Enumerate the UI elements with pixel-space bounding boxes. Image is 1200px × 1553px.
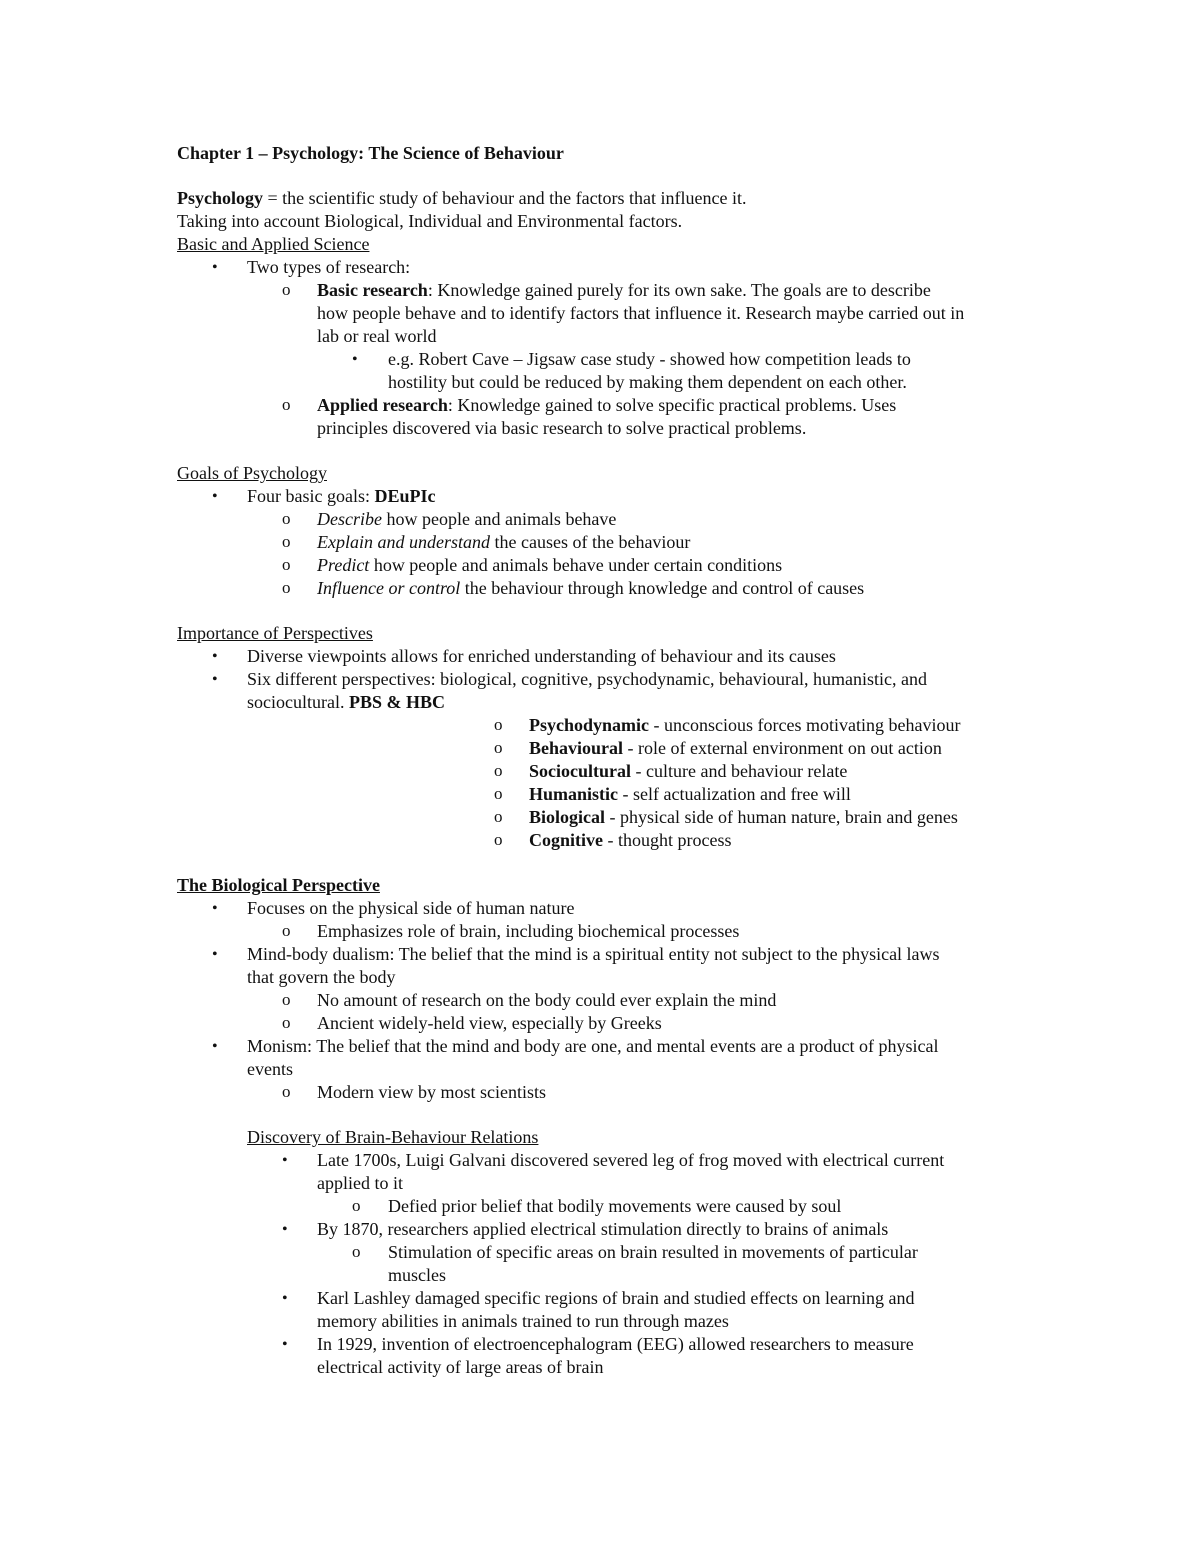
list-item: Modern view by most scientists <box>317 1082 546 1102</box>
list-item: Two types of research: <box>247 257 411 277</box>
bullet-marker: • <box>212 946 218 963</box>
sub-bullet-marker: o <box>282 509 291 528</box>
bullet-marker: • <box>212 648 218 665</box>
list-item: No amount of research on the body could ever explain the mind <box>317 990 777 1010</box>
list-item: Focuses on the physical side of human nature <box>247 898 575 918</box>
sub-bullet-marker: o <box>282 1082 291 1101</box>
list-item: Psychodynamic - unconscious forces motivating behaviour <box>529 715 961 735</box>
bullet-marker: • <box>212 488 218 505</box>
list-item: Predict how people and animals behave under certain conditions <box>317 555 783 575</box>
list-item: Monism: The belief that the mind and body are one, and mental events are a product of physical <box>247 1036 939 1056</box>
list-item: Humanistic - self actualization and free will <box>529 784 851 804</box>
list-item-continuation: principles discovered via basic research to solve practical problems. <box>317 418 807 438</box>
bullet-marker: • <box>352 351 358 368</box>
definition-term: Psychology <box>177 188 264 208</box>
list-item-continuation: events <box>247 1059 293 1079</box>
list-item: Biological - physical side of human nature, brain and genes <box>529 807 958 827</box>
list-item-continuation: lab or real world <box>317 326 437 346</box>
sub-bullet-marker: o <box>282 990 291 1009</box>
sub-bullet-marker: o <box>352 1242 361 1261</box>
list-item: Applied research: Knowledge gained to solve specific practical problems. Uses <box>317 395 897 415</box>
bullet-marker: • <box>282 1336 288 1353</box>
list-item: Four basic goals: DEuPIc <box>247 486 436 506</box>
list-item-continuation: muscles <box>388 1265 446 1285</box>
list-item-continuation: how people behave and to identify factors that influence it. Research maybe carried out in <box>317 303 965 323</box>
sub-bullet-marker: o <box>494 830 503 849</box>
perspectives-acronym: PBS & HBC <box>348 692 445 712</box>
sub-bullet-marker: o <box>282 555 291 574</box>
psychology-definition: Psychology = the scientific study of behaviour and the factors that influence it. <box>177 188 747 208</box>
list-item: e.g. Robert Cave – Jigsaw case study - showed how competition leads to <box>388 349 911 369</box>
section-heading-perspectives: Importance of Perspectives <box>177 623 373 643</box>
applied-research-term: Applied research <box>317 395 448 415</box>
intro-line: Taking into account Biological, Individual and Environmental factors. <box>177 211 683 231</box>
sub-bullet-marker: o <box>282 578 291 597</box>
list-item-continuation: applied to it <box>317 1173 403 1193</box>
list-item: Late 1700s, Luigi Galvani discovered severed leg of frog moved with electrical current <box>317 1150 945 1170</box>
list-item: Basic research: Knowledge gained purely for its own sake. The goals are to describe <box>317 280 931 300</box>
list-item: Six different perspectives: biological, cognitive, psychodynamic, behavioural, humanistic, and <box>247 669 927 689</box>
sub-bullet-marker: o <box>494 738 503 757</box>
list-item: Describe how people and animals behave <box>317 509 617 529</box>
sub-bullet-marker: o <box>352 1196 361 1215</box>
list-item: Karl Lashley damaged specific regions of brain and studied effects on learning and <box>317 1288 915 1308</box>
bullet-marker: • <box>212 259 218 276</box>
page-title: Chapter 1 – Psychology: The Science of Behaviour <box>177 143 564 163</box>
list-item-continuation: electrical activity of large areas of brain <box>317 1357 604 1377</box>
list-item-continuation: memory abilities in animals trained to run through mazes <box>317 1311 729 1331</box>
sub-bullet-marker: o <box>494 715 503 734</box>
sub-bullet-marker: o <box>282 532 291 551</box>
list-item: Diverse viewpoints allows for enriched understanding of behaviour and its causes <box>247 646 836 666</box>
sub-bullet-marker: o <box>282 395 291 414</box>
list-item: Emphasizes role of brain, including biochemical processes <box>317 921 740 941</box>
list-item: Defied prior belief that bodily movements were caused by soul <box>388 1196 842 1216</box>
list-item: Behavioural - role of external environment on out action <box>529 738 942 758</box>
sub-bullet-marker: o <box>494 807 503 826</box>
bullet-marker: • <box>212 671 218 688</box>
bullet-marker: • <box>212 900 218 917</box>
bullet-marker: • <box>212 1038 218 1055</box>
list-item-continuation: that govern the body <box>247 967 396 987</box>
section-heading-biological: The Biological Perspective <box>177 875 380 895</box>
list-item: Cognitive - thought process <box>529 830 732 850</box>
bullet-marker: • <box>282 1290 288 1307</box>
sub-bullet-marker: o <box>494 784 503 803</box>
bullet-marker: • <box>282 1221 288 1238</box>
sub-bullet-marker: o <box>494 761 503 780</box>
list-item-continuation: hostility but could be reduced by making them dependent on each other. <box>388 372 907 392</box>
basic-research-term: Basic research <box>317 280 428 300</box>
section-heading-basic-applied: Basic and Applied Science <box>177 234 370 254</box>
list-item: By 1870, researchers applied electrical stimulation directly to brains of animals <box>317 1219 889 1239</box>
goals-acronym: DEuPIc <box>374 486 436 506</box>
sub-bullet-marker: o <box>282 921 291 940</box>
list-item: Stimulation of specific areas on brain resulted in movements of particular <box>388 1242 918 1262</box>
sub-bullet-marker: o <box>282 1013 291 1032</box>
list-item-continuation: sociocultural. PBS & HBC <box>247 692 445 712</box>
section-heading-discovery: Discovery of Brain-Behaviour Relations <box>247 1127 539 1147</box>
list-item: Ancient widely-held view, especially by Greeks <box>317 1013 662 1033</box>
bullet-marker: • <box>282 1152 288 1169</box>
list-item: In 1929, invention of electroencephalogram (EEG) allowed researchers to measure <box>317 1334 914 1354</box>
sub-bullet-marker: o <box>282 280 291 299</box>
list-item: Mind-body dualism: The belief that the mind is a spiritual entity not subject to the physical laws <box>247 944 940 964</box>
list-item: Influence or control the behaviour through knowledge and control of causes <box>317 578 865 598</box>
section-heading-goals: Goals of Psychology <box>177 463 327 483</box>
list-item: Sociocultural - culture and behaviour relate <box>529 761 848 781</box>
list-item: Explain and understand the causes of the behaviour <box>317 532 691 552</box>
